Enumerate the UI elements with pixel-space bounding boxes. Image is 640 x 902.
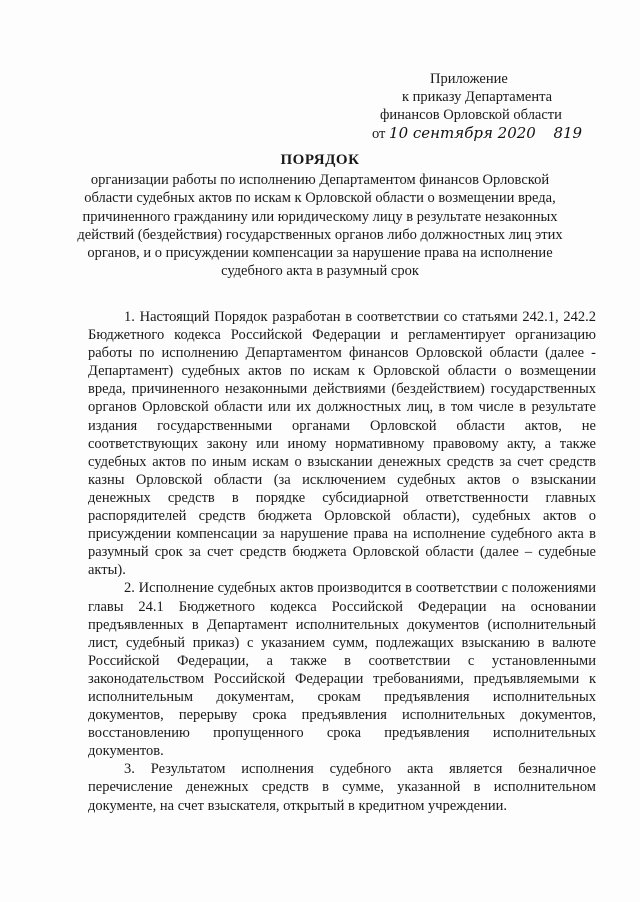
date-prefix: от (372, 126, 386, 142)
paragraph-2: 2. Исполнение судебных актов производится в соответствии с положениями главы 24.1 Бюджетного кодекса Российской Федерации на основании предъявленных в Департамент исполнительных документов (исполнительный лист, судебный приказ) с указанием сумм, подлежащих взысканию в валюте Российской Федерации, а также в соответствии с установленными законодательством Российской Федерации требованиями, предъявляемыми к исполнительным документам, срокам предъявления исполнительных документов, перерыву срока предъявления исполнительных документов, восстановлению пропущенного срока предъявления исполнительных документов. (88, 580, 596, 760)
document-title: ПОРЯДОК (280, 152, 360, 168)
appendix-block (372, 70, 602, 143)
document-subtitle: организации работы по исполнению Департаментом финансов Орловской области судебных актов по искам к Орловской области о возмещении вреда, причиненного гражданину или юридическому лицу в результате незаконных действий (бездействия) государственных органов либо должностных лиц этих органов, и о присуждении компенсации за нарушение права на исполнение судебного акта в разумный срок (77, 172, 563, 280)
appendix-order-ref: к приказу Департамента (402, 89, 553, 105)
paragraph-3: 3. Результатом исполнения судебного акта является безналичное перечисление денежных средств в сумме, указанной в исполнительном документе, на счет взыскателя, открытый в кредитном учреждении. (88, 761, 596, 814)
appendix-date-line (372, 124, 602, 143)
appendix-department: финансов Орловской области (380, 107, 562, 123)
handwritten-order-number: 819 (553, 124, 583, 142)
document-body (88, 308, 596, 815)
handwritten-date: 10 сентября 2020 (389, 124, 536, 142)
appendix-label: Приложение (430, 71, 508, 87)
paragraph-1: 1. Настоящий Порядок разработан в соответствии со статьями 242.1, 242.2 Бюджетного кодекса Российской Федерации и регламентирует организацию работы по исполнению Департаментом финансов Орловской области (далее - Департамент) судебных актов по искам к Орловской области о возмещении вреда, причиненного незаконными действиями (бездействием) государственных органов Орловской области или их должностных лиц, в том числе в результате издания государственными органами Орловской области актов, не соответствующих закону или иному нормативному правовому акту, а также судебных актов по иным искам о взыскании денежных средств за счет средств казны Орловской области (за исключением судебных актов о взыскании денежных средств в порядке субсидиарной ответственности главных распорядителей средств бюджета Орловской области), судебных актов о присуждении компенсации за нарушение права на исполнение судебного акта в разумный срок за счет средств бюджета Орловской области (далее – судебные акты). (88, 309, 596, 579)
